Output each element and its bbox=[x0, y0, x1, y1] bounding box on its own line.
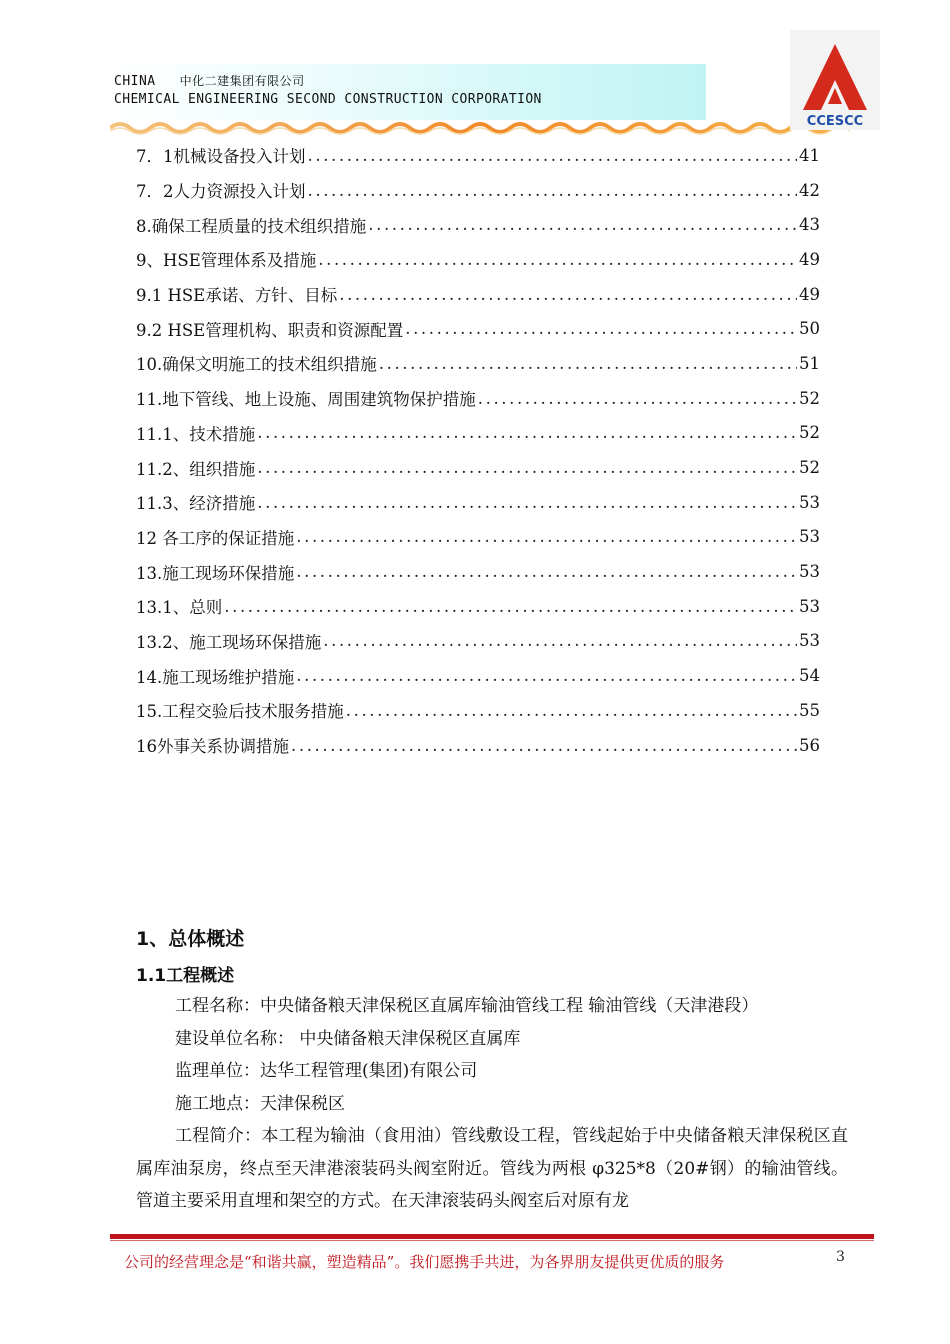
toc-entry-title: 9.2 HSE管理机构、职责和资源配置 bbox=[136, 320, 404, 340]
project-name-line: 工程名称：中央储备粮天津保税区直属库输油管线工程 输油管线（天津港段） bbox=[175, 996, 759, 1016]
toc-entry-title: 15.工程交验后技术服务措施 bbox=[136, 702, 344, 722]
toc-entry-page: 42 bbox=[799, 180, 820, 200]
toc-leader-dots bbox=[346, 701, 797, 720]
section-heading: 1、总体概述 bbox=[136, 928, 245, 950]
toc-entry-page: 54 bbox=[799, 666, 820, 686]
toc-entry-page: 52 bbox=[799, 423, 820, 443]
toc-entry-title: 13.1、总则 bbox=[136, 598, 223, 618]
toc-entry[interactable] bbox=[136, 520, 820, 555]
toc-leader-dots bbox=[296, 527, 797, 546]
toc-entry-title: 8.确保工程质量的技术组织措施 bbox=[136, 216, 367, 236]
section-subheading: 1.1工程概述 bbox=[136, 966, 235, 986]
logo-text: CCESCC bbox=[806, 114, 864, 129]
toc-leader-dots bbox=[296, 562, 797, 581]
location-line: 施工地点：天津保税区 bbox=[175, 1093, 345, 1114]
toc-leader-dots bbox=[224, 597, 797, 616]
toc-leader-dots bbox=[257, 493, 797, 512]
toc-entry-title: 11.1、技术措施 bbox=[136, 424, 256, 444]
toc-entry[interactable] bbox=[136, 416, 820, 451]
toc-entry[interactable] bbox=[136, 381, 820, 416]
toc-entry[interactable] bbox=[136, 728, 820, 763]
page-number: 3 bbox=[836, 1249, 845, 1265]
toc-entry-title: 11.2、组织措施 bbox=[136, 459, 256, 479]
toc-entry-title: 14.施工现场维护措施 bbox=[136, 667, 295, 687]
toc-entry-page: 43 bbox=[799, 215, 820, 235]
toc-entry-title: 9、HSE管理体系及措施 bbox=[136, 251, 317, 271]
toc-leader-dots bbox=[257, 423, 797, 442]
toc-entry-page: 51 bbox=[799, 353, 820, 373]
toc-entry-title: 13.施工现场环保措施 bbox=[136, 563, 295, 583]
toc-leader-dots bbox=[323, 631, 797, 650]
toc-entry[interactable] bbox=[136, 138, 820, 173]
toc-entry[interactable] bbox=[136, 658, 820, 693]
toc-entry[interactable] bbox=[136, 242, 820, 277]
footer-rule-thin bbox=[110, 1240, 874, 1241]
toc-entry-page: 49 bbox=[799, 249, 820, 269]
toc-leader-dots bbox=[318, 250, 797, 269]
supervisor-line: 监理单位：达华工程管理(集团)有限公司 bbox=[175, 1061, 478, 1081]
toc-entry-page: 55 bbox=[799, 700, 820, 720]
header-company-cn: 中化二建集团有限公司 bbox=[179, 74, 305, 88]
toc-entry[interactable] bbox=[136, 173, 820, 208]
footer-rule bbox=[110, 1234, 874, 1239]
toc-leader-dots bbox=[296, 666, 797, 685]
footer-slogan: 公司的经营理念是“和谐共赢，塑造精品”。我们愿携手共进，为各界朋友提供更优质的服务 bbox=[124, 1253, 725, 1271]
toc-entry-page: 49 bbox=[799, 284, 820, 304]
toc-entry-title: 10.确保文明施工的技术组织措施 bbox=[136, 355, 377, 375]
toc-entry-title: 13.2、施工现场环保措施 bbox=[136, 632, 322, 652]
toc-entry-page: 53 bbox=[799, 527, 820, 547]
toc-leader-dots bbox=[308, 146, 798, 165]
client-line: 建设单位名称： 中央储备粮天津保税区直属库 bbox=[175, 1028, 521, 1049]
table-of-contents bbox=[136, 138, 820, 762]
toc-entry-page: 53 bbox=[799, 562, 820, 582]
toc-entry[interactable] bbox=[136, 450, 820, 485]
toc-entry-page: 53 bbox=[799, 631, 820, 651]
toc-entry-title: 12 各工序的保证措施 bbox=[136, 528, 295, 548]
toc-entry-title: 11.3、经济措施 bbox=[136, 494, 256, 514]
toc-leader-dots bbox=[368, 215, 797, 234]
toc-leader-dots bbox=[257, 458, 797, 477]
toc-entry-page: 52 bbox=[799, 458, 820, 478]
toc-entry-page: 53 bbox=[799, 492, 820, 512]
toc-entry[interactable] bbox=[136, 589, 820, 624]
toc-entry-title: 9.1 HSE承诺、方针、目标 bbox=[136, 286, 338, 306]
toc-leader-dots bbox=[308, 181, 798, 200]
toc-entry-title: 16外事关系协调措施 bbox=[136, 737, 289, 757]
header-wave-divider bbox=[110, 118, 850, 136]
toc-entry-page: 41 bbox=[799, 145, 820, 165]
toc-leader-dots bbox=[379, 354, 797, 373]
header-country: CHINA bbox=[114, 74, 156, 89]
toc-leader-dots bbox=[478, 389, 797, 408]
toc-entry[interactable] bbox=[136, 346, 820, 381]
project-intro-paragraph: 工程简介：本工程为输油（食用油）管线敷设工程，管线起始于中央储备粮天津保税区直属库油泵房，终点至天津港滚装码头阀室附近。管线为两根 φ325*8（20#钢）的输油管线。管道主要采用直埋和架空的方式。在天津滚装码头阀室后对原有龙 bbox=[136, 1126, 848, 1211]
toc-entry-page: 53 bbox=[799, 596, 820, 616]
header-company-en: CHEMICAL ENGINEERING SECOND CONSTRUCTION CORPORATION bbox=[114, 92, 542, 107]
toc-entry[interactable] bbox=[136, 693, 820, 728]
toc-entry-page: 52 bbox=[799, 388, 820, 408]
toc-entry[interactable] bbox=[136, 207, 820, 242]
toc-entry-title: 7．1机械设备投入计划 bbox=[136, 147, 306, 167]
toc-entry[interactable] bbox=[136, 311, 820, 346]
toc-entry-title: 7．2人力资源投入计划 bbox=[136, 182, 306, 202]
toc-leader-dots bbox=[405, 319, 797, 338]
toc-entry-page: 56 bbox=[799, 735, 820, 755]
project-info-lines bbox=[136, 990, 848, 1120]
ccescc-logo bbox=[790, 30, 880, 130]
toc-entry-page: 50 bbox=[799, 319, 820, 339]
toc-leader-dots bbox=[339, 285, 797, 304]
header-line-1 bbox=[114, 72, 305, 89]
toc-leader-dots bbox=[291, 736, 797, 755]
toc-entry[interactable] bbox=[136, 624, 820, 659]
toc-entry[interactable] bbox=[136, 485, 820, 520]
toc-entry[interactable] bbox=[136, 277, 820, 312]
toc-entry[interactable] bbox=[136, 554, 820, 589]
toc-entry-title: 11.地下管线、地上设施、周围建筑物保护措施 bbox=[136, 390, 476, 410]
